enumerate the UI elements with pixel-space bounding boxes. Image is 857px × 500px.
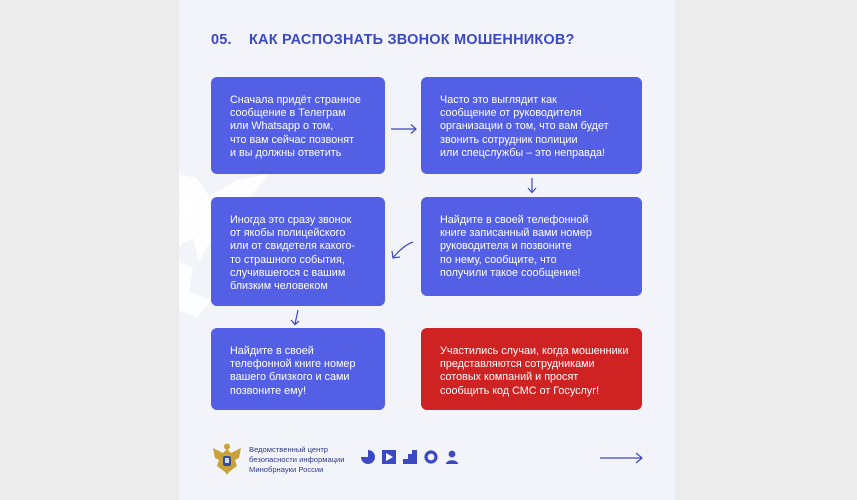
step-card-text: Часто это выглядит как сообщение от руководителя организации о том, что вам будет звонить сотрудник полиции или спецслужбы – это неправда!: [440, 94, 609, 159]
step-card-telegram-message: [211, 77, 385, 174]
arrow-down-icon: [526, 177, 538, 195]
step-card-text: Сначала придёт странное сообщение в Телеграм или Whatsapp о том, что вам сейчас позвонят и вы должны ответить: [230, 94, 361, 159]
footer: [179, 440, 675, 480]
page-title: [211, 32, 575, 48]
arrow-right-icon: [390, 123, 420, 135]
step-card-call-manager: [421, 197, 642, 296]
play-square-icon: [382, 450, 396, 464]
pie-shape-icon: [361, 450, 375, 464]
ring-icon: [424, 450, 438, 464]
section-number: 05.: [211, 32, 232, 48]
section-title: КАК РАСПОЗНАТЬ ЗВОНОК МОШЕННИКОВ?: [249, 32, 575, 48]
slide: [179, 0, 675, 500]
organization-name: Ведомственный центр безопасности информации Минобрнауки России: [249, 445, 345, 474]
step-card-text: Иногда это сразу звонок от якобы полицейского или от свидетеля какого- то страшного события, случившегося с вашим близким человеком: [230, 214, 355, 293]
arrow-down-icon: [289, 309, 303, 327]
alert-card-text: Участились случаи, когда мошенники представляются сотрудниками сотовых компаний и просят сообщить код СМС от Госуслуг!: [440, 345, 629, 397]
step-card-text: Найдите в своей телефонной книге записанный вами номер руководителя и позвоните по нему, сообщите, что получили такое сообщение!: [440, 214, 592, 279]
step-card-fake-police-call: [211, 197, 385, 306]
step-card-manager-message: [421, 77, 642, 174]
alert-card-gosuslugi-sms: [421, 328, 642, 410]
step-card-call-relative: [211, 328, 385, 410]
step-card-text: Найдите в своей телефонной книге номер вашего близкого и сами позвоните ему!: [230, 345, 356, 397]
eagle-emblem-logo: [211, 442, 243, 476]
person-icon: [445, 450, 459, 464]
arrow-down-left-icon: [389, 240, 415, 262]
steps-icon: [403, 450, 417, 464]
arrow-right-icon[interactable]: [599, 452, 645, 464]
